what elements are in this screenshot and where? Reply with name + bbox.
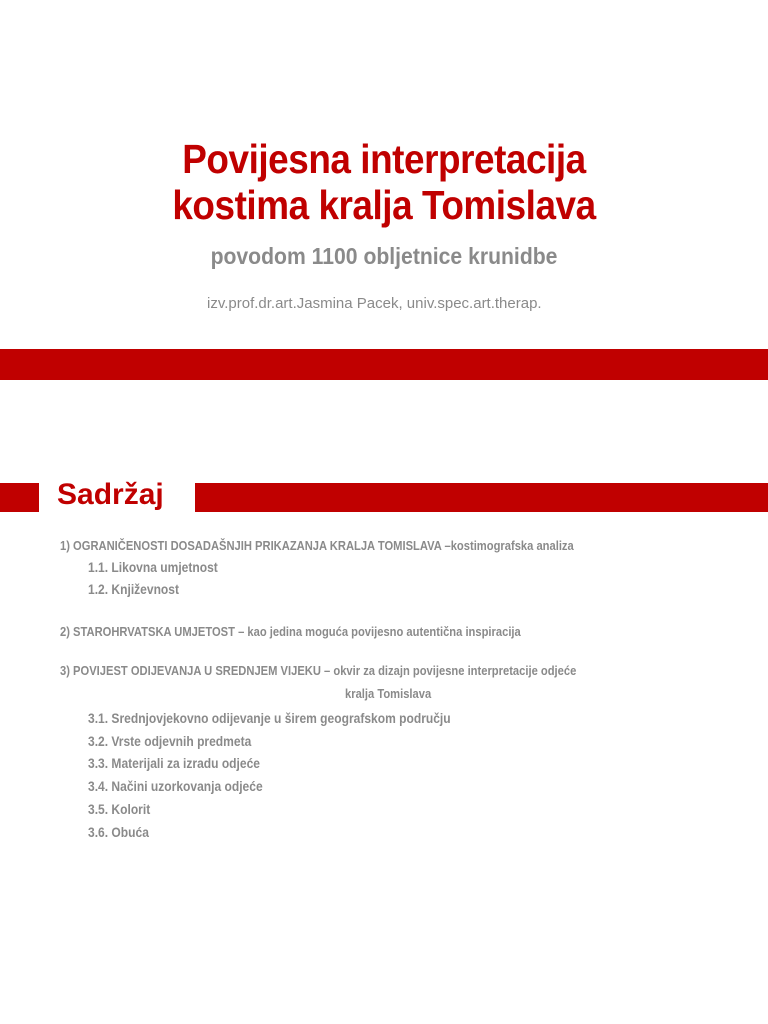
toc-item-3-6: 3.6. Obuća bbox=[88, 824, 149, 840]
toc-item-3-4: 3.4. Načini uzorkovanja odjeće bbox=[88, 778, 263, 794]
title-line-1: Povijesna interpretacija bbox=[182, 136, 586, 182]
toc-section-3: 3) POVIJEST ODIJEVANJA U SREDNJEM VIJEKU – okvir za dizajn povijesne interpretacije odjeće bbox=[60, 663, 577, 678]
toc-section-2: 2) STAROHRVATSKA UMJETOST – kao jedina moguća povijesno autentična inspiracija bbox=[60, 624, 521, 639]
toc-heading: Sadržaj bbox=[57, 478, 164, 511]
toc-item-3-3: 3.3. Materijali za izradu odjeće bbox=[88, 755, 260, 771]
toc-item-3-5: 3.5. Kolorit bbox=[88, 801, 151, 817]
toc-item-3-1: 3.1. Srednjovjekovno odijevanje u širem geografskom području bbox=[88, 710, 451, 726]
toc-item-1-2: 1.2. Književnost bbox=[88, 581, 179, 597]
presentation-subtitle: povodom 1100 obljetnice krunidbe bbox=[210, 243, 558, 269]
author-credit: izv.prof.dr.art.Jasmina Pacek, univ.spec.art.therap. bbox=[207, 295, 542, 312]
toc-item-1-1: 1.1. Likovna umjetnost bbox=[88, 559, 218, 575]
toc-section-1: 1) OGRANIČENOSTI DOSADAŠNJIH PRIKAZANJA KRALJA TOMISLAVA –kostimografska analiza bbox=[60, 538, 574, 553]
title-line-2: kostima kralja Tomislava bbox=[172, 182, 596, 228]
toc-item-3-2: 3.2. Vrste odjevnih predmeta bbox=[88, 733, 252, 749]
toc-section-3-continuation: kralja Tomislava bbox=[345, 686, 432, 701]
